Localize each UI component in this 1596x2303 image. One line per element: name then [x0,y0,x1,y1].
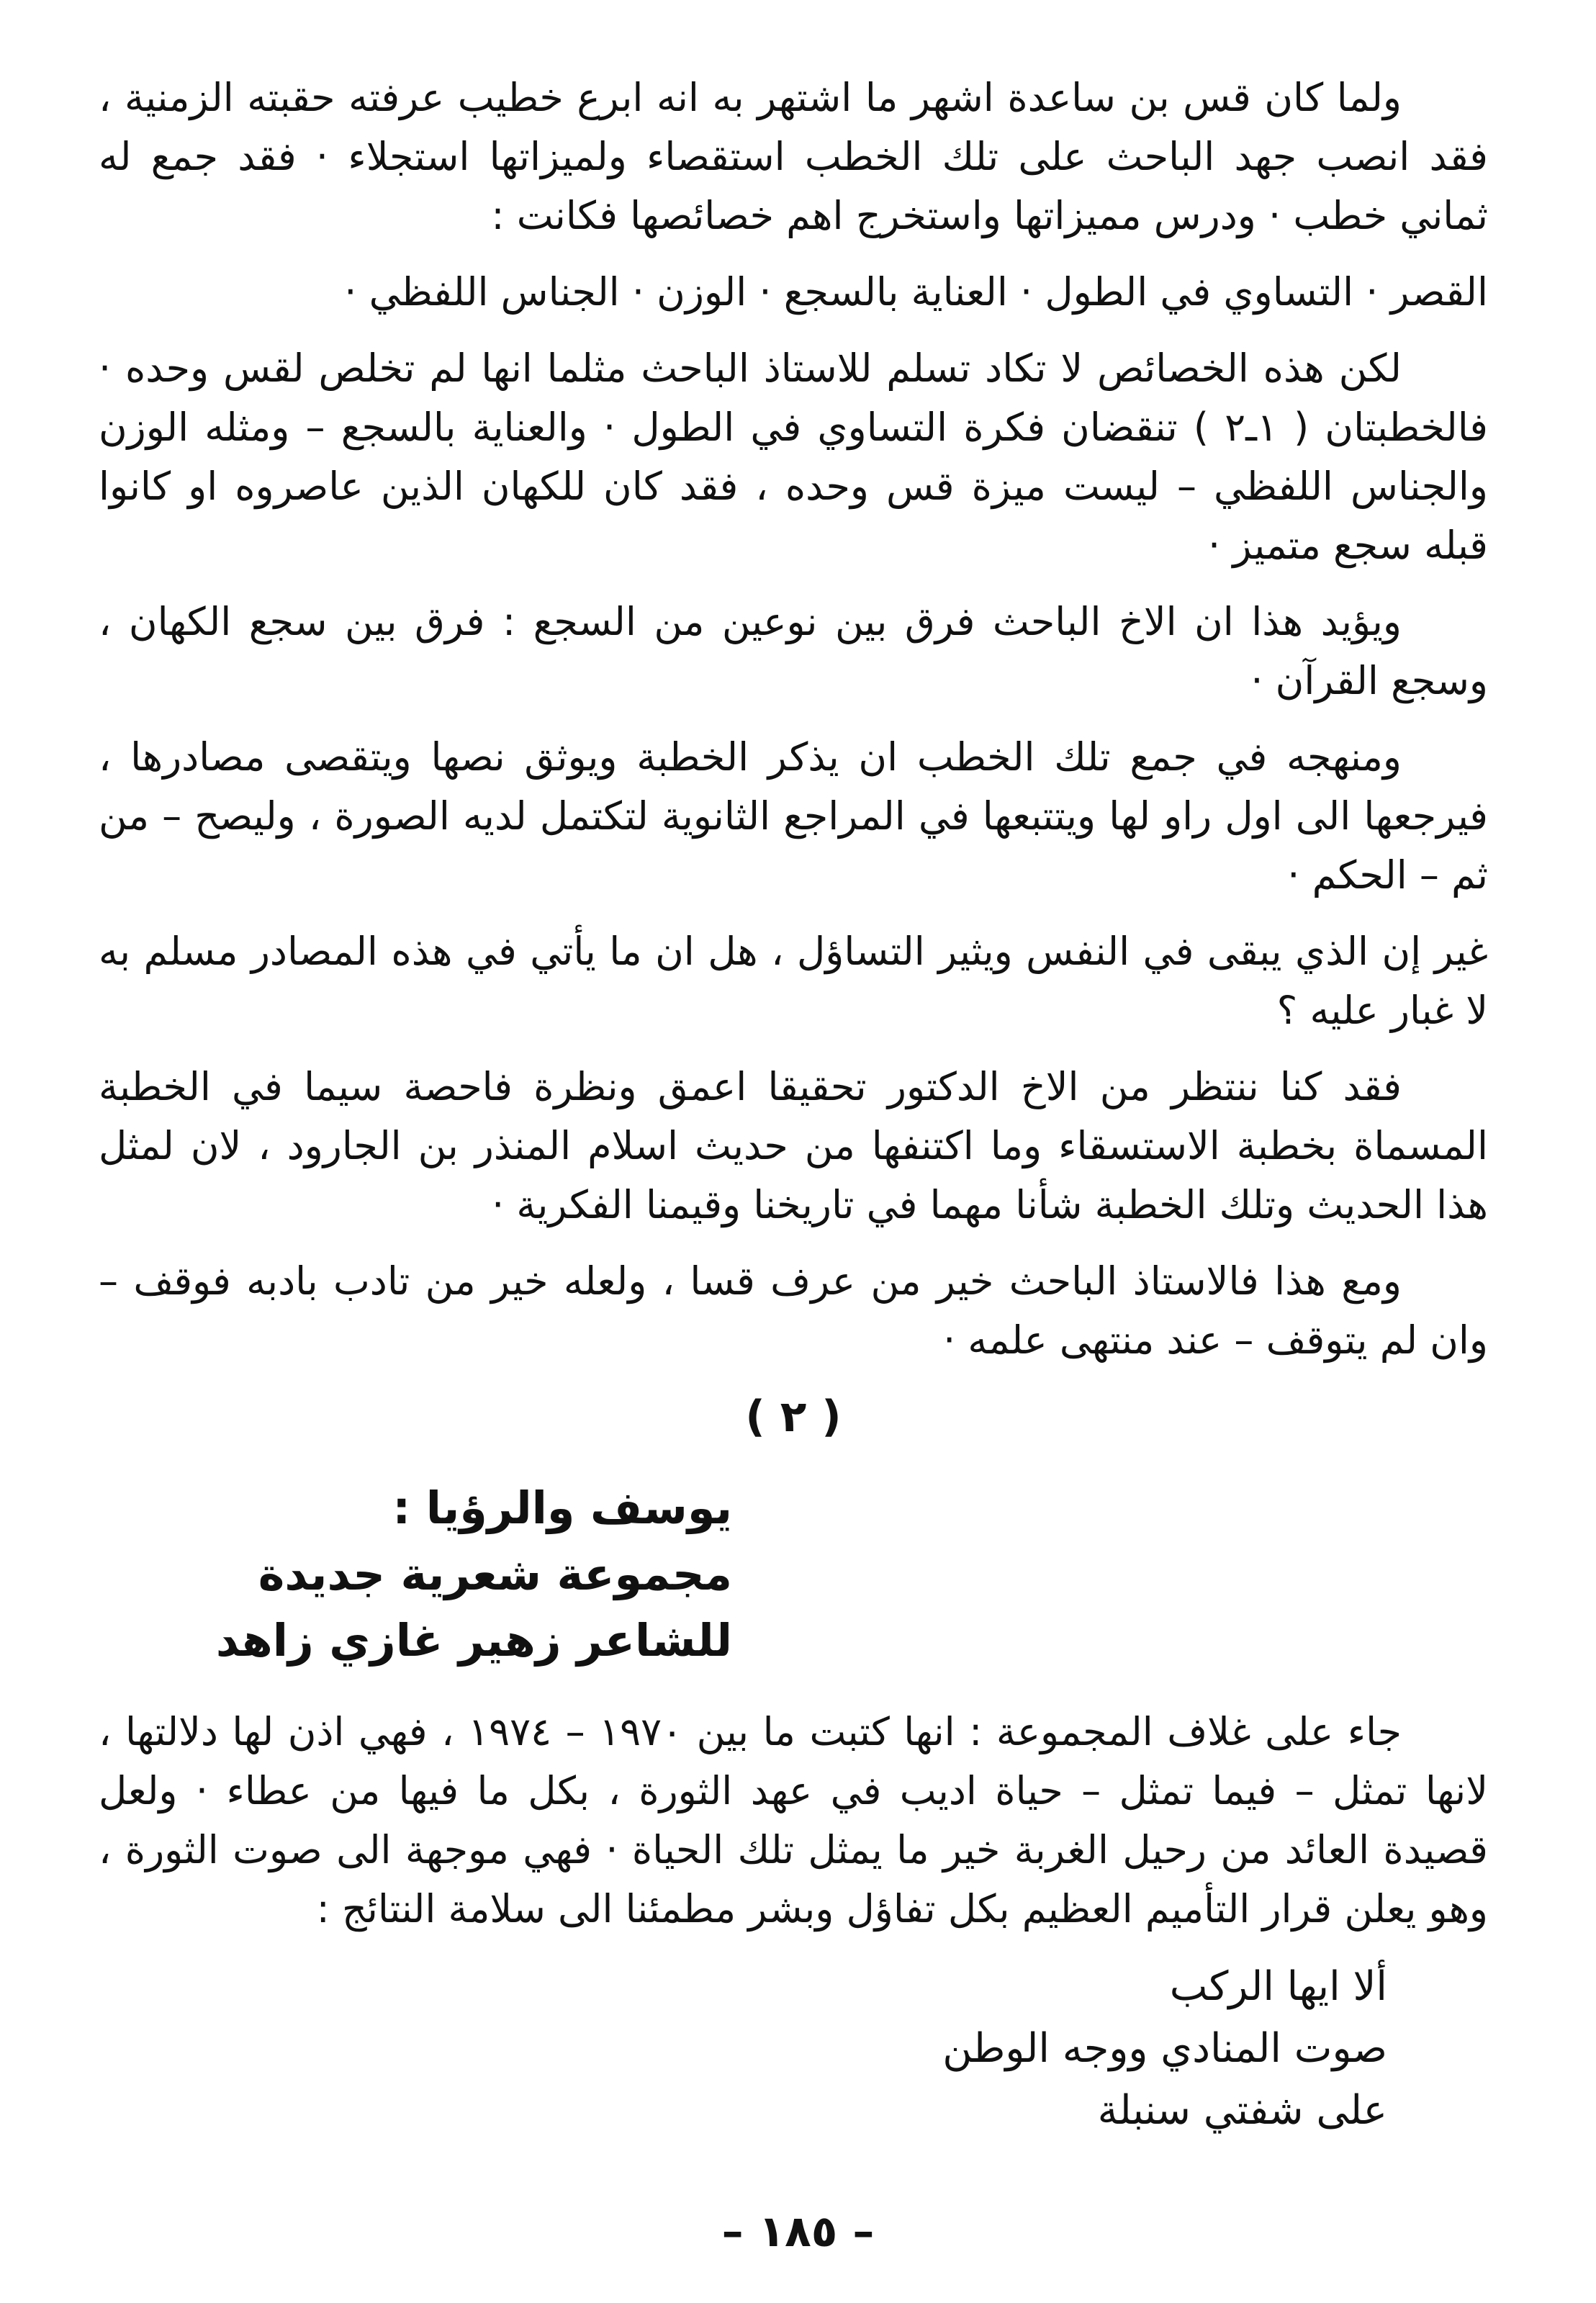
poem-line: ألا ايها الركب [1169,1963,1387,2010]
poem-excerpt [99,1956,1488,2142]
paragraph-expectation: فقد كنا ننتظر من الاخ الدكتور تحقيقا اعمق ونظرة فاحصة سيما في الخطبة المسماة بخطبة الاستسقاء وما اكتنفها من حديث اسلام المنذر بن الجارود ، لان لمثل هذا الحديث وتلك الخطبة شأنا مهما في تاريخنا وقيمنا الفكرية · [99,1064,1488,1227]
poem-line: على شفتي سنبلة [1097,2087,1387,2134]
section-marker: ( ٢ ) [745,1392,842,1442]
paragraph-conclusion: ومع هذا فالاستاذ الباحث خير من عرف قسا ، ولعله خير من تادب بادبه فوقف – وان لم يتوقف – عند منتهى علمه · [99,1258,1488,1363]
paragraph-method: ومنهجه في جمع تلك الخطب ان يذكر الخطبة ويوثق نصها ويتقصى مصادرها ، فيرجعها الى اول راو لها ويتتبعها في المراجع الثانوية لتكتمل لديه الصورة ، وليصح – من ثم – الحكم · [99,734,1488,898]
review-author-line: للشاعر زهير غازي زاهد [215,1614,732,1667]
review-paragraph: جاء على غلاف المجموعة : انها كتبت ما بين ١٩٧٠ – ١٩٧٤ ، فهي اذن لها دلالتها ، لانها تمثل – فيما تمثل – حياة اديب في عهد الثورة ، بكل ما فيها من عطاء · ولعل قصيدة العائد من رحيل الغربة خير ما يمثل تلك الحياة · فهي موجهة الى صوت الثورة ، وهو يعلن قرار التأميم العظيم بكل تفاؤل وبشر مطمئنا الى سلامة النتائج : [99,1709,1488,1932]
paragraph-critique: لكن هذه الخصائص لا تكاد تسلم للاستاذ الباحث مثلما انها لم تخلص لقس وحده · فالخطبتان ( ١ـ٢ ) تنقضان فكرة التساوي في الطول · والعناية بالسجع – ومثله الوزن والجناس اللفظي – ليست ميزة قس وحده ، فقد كان للكهان الذين عاصروه او كانوا قبله سجع متميز · [99,346,1488,568]
paragraph-question: غير إن الذي يبقى في النفس ويثير التساؤل ، هل ان ما يأتي في هذه المصادر مسلم به لا غبار عليه ؟ [99,929,1488,1033]
review-title [99,1475,1488,1674]
paragraph-features-list: القصر · التساوي في الطول · العناية بالسجع · الوزن · الجناس اللفظي · [344,269,1488,315]
page-number: – ١٨٥ – [721,2207,875,2257]
review-subtitle-line: مجموعة شعرية جديدة [258,1548,732,1600]
review-title-line: يوسف والرؤيا : [392,1482,732,1534]
paragraph-intro: ولما كان قس بن ساعدة اشهر ما اشتهر به انه ابرع خطيب عرفته حقبته الزمنية ، فقد انصب جهد الباحث على تلك الخطب استقصاء ولميزاتها استجلاء · فقد جمع له ثماني خطب · ودرس مميزاتها واستخرج اهم خصائصها فكانت : [99,75,1488,238]
poem-line: صوت المنادي ووجه الوطن [942,2025,1387,2072]
paragraph-saj-types: ويؤيد هذا ان الاخ الباحث فرق بين نوعين من السجع : فرق بين سجع الكهان ، وسجع القرآن · [99,599,1488,703]
article-body [99,68,1488,2142]
